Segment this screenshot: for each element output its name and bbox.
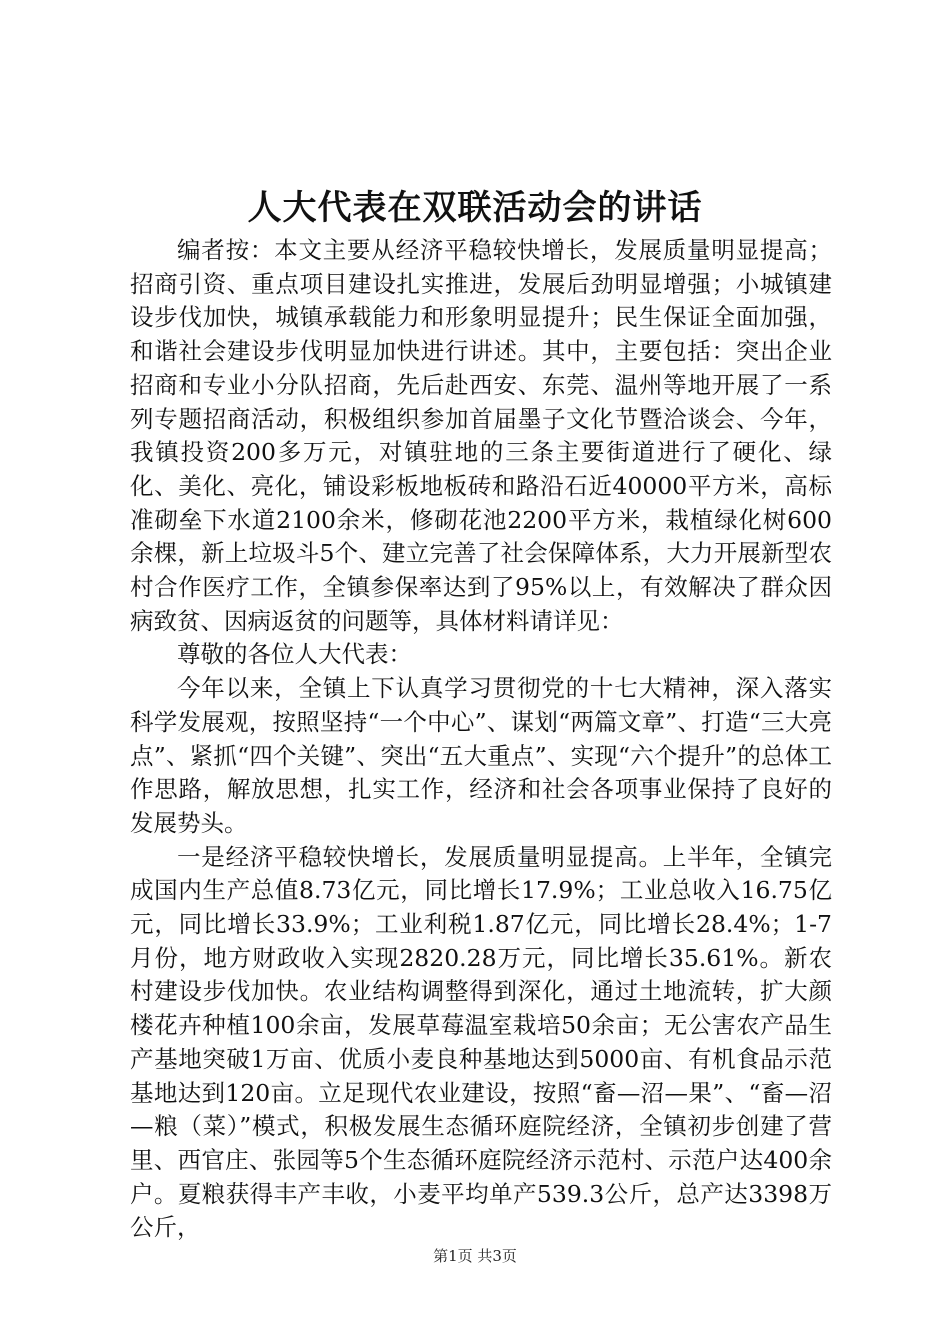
editor-note-paragraph: 编者按：本文主要从经济平稳较快增长，发展质量明显提高；招商引资、重点项目建设扎实推进，发展后劲明显增强；小城镇建设步伐加快，城镇承载能力和形象明显提升；民生保证全面加强，和谐社会建设步伐明显加快进行讲述。其中，主要包括：突出企业招商和专业小分队招商，先后赴西安、东莞、温州等地开展了一系列专题招商活动，积极组织参加首届墨子文化节暨洽谈会、今年，我镇投资200多万元，对镇驻地的三条主要街道进行了硬化、绿化、美化、亮化，铺设彩板地板砖和路沿石近40000平方米，高标准砌垒下水道2100余米，修砌花池2200平方米，栽植绿化树600余棵，新上垃圾斗5个、建立完善了社会保障体系，大力开展新型农村合作医疗工作，全镇参保率达到了95%以上，有效解决了群众因病致贫、因病返贫的问题等，具体材料请详见：	[130, 236, 832, 635]
document-body	[130, 234, 832, 1245]
economy-paragraph: 一是经济平稳较快增长，发展质量明显提高。上半年，全镇完成国内生产总值8.73亿元，同比增长17.9%；工业总收入16.75亿元，同比增长33.9%；工业利税1.87亿元，同比增长28.4%；1-7月份，地方财政收入实现2820.28万元，同比增长35.61%。新农村建设步伐加快。农业结构调整得到深化，通过土地流转，扩大颜楼花卉种植100余亩，发展草莓温室栽培50余亩；无公害农产品生产基地突破1万亩、优质小麦良种基地达到5000亩、有机食品示范基地达到120亩。立足现代农业建设，按照“畜—沼—果”、“畜—沼—粮（菜）”模式，积极发展生态循环庭院经济，全镇初步创建了营里、西官庄、张园等5个生态循环庭院经济示范村、示范户达400余户。夏粮获得丰产丰收，小麦平均单产539.3公斤，总产达3398万公斤，	[130, 842, 832, 1242]
intro-paragraph: 今年以来，全镇上下认真学习贯彻党的十七大精神，深入落实科学发展观，按照坚持“一个中心”、谋划“两篇文章”、打造“三大亮点”、紧抓“四个关键”、突出“五大重点”、实现“六个提升”的总体工作思路，解放思想，扎实工作，经济和社会各项事业保持了良好的发展势头。	[130, 674, 832, 837]
salutation-paragraph: 尊敬的各位人大代表：	[177, 640, 412, 669]
document-title: 人大代表在双联活动会的讲话	[247, 188, 703, 228]
page-footer: 第1页 共3页	[433, 1247, 517, 1265]
